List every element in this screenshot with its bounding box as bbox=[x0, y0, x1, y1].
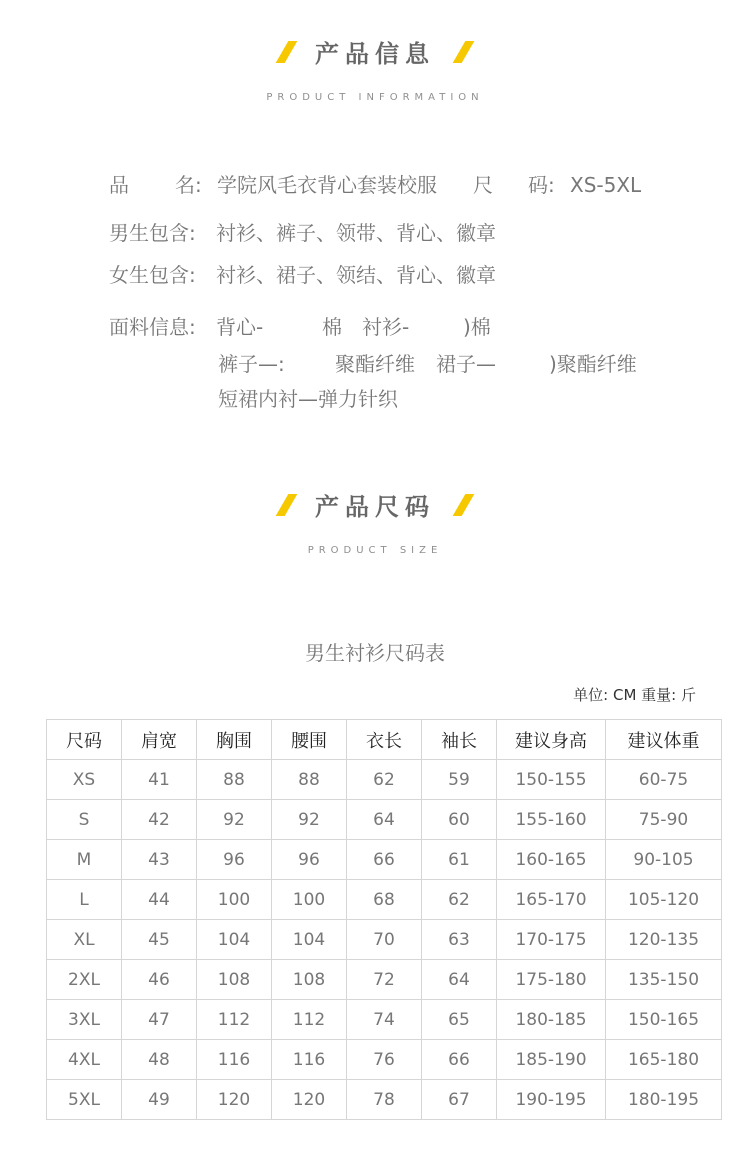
info-section-title bbox=[0, 34, 750, 69]
table-cell: 5XL bbox=[47, 1080, 122, 1120]
name-value: 学院风毛衣背心套装校服 bbox=[217, 173, 437, 197]
table-cell: 70 bbox=[347, 920, 422, 960]
header-sleeve: 袖长 bbox=[422, 720, 497, 760]
table-cell: 180-195 bbox=[606, 1080, 722, 1120]
fabric-vest-material: 棉 bbox=[322, 315, 342, 339]
boys-label: 男生包含: bbox=[109, 221, 196, 245]
table-cell: 60 bbox=[422, 800, 497, 840]
table-row bbox=[47, 920, 722, 960]
table-cell: 120 bbox=[272, 1080, 347, 1120]
table-row bbox=[47, 1080, 722, 1120]
table-cell: 100 bbox=[197, 880, 272, 920]
table-cell: 64 bbox=[347, 800, 422, 840]
table-cell: 65 bbox=[422, 1000, 497, 1040]
table-cell: 150-165 bbox=[606, 1000, 722, 1040]
table-cell: 72 bbox=[347, 960, 422, 1000]
header-weight: 建议体重 bbox=[606, 720, 722, 760]
table-cell: 92 bbox=[272, 800, 347, 840]
fabric-skirt-material: )聚酯纤维 bbox=[549, 352, 637, 376]
table-cell: 63 bbox=[422, 920, 497, 960]
table-cell: 3XL bbox=[47, 1000, 122, 1040]
table-cell: 96 bbox=[197, 840, 272, 880]
table-row bbox=[47, 1040, 722, 1080]
table-cell: 175-180 bbox=[497, 960, 606, 1000]
table-cell: 190-195 bbox=[497, 1080, 606, 1120]
table-cell: 160-165 bbox=[497, 840, 606, 880]
table-cell: 66 bbox=[422, 1040, 497, 1080]
table-cell: 165-180 bbox=[606, 1040, 722, 1080]
table-cell: M bbox=[47, 840, 122, 880]
fabric-pants: 裤子—: bbox=[218, 352, 285, 376]
table-cell: 62 bbox=[347, 760, 422, 800]
table-cell: 42 bbox=[122, 800, 197, 840]
header-chest: 胸围 bbox=[197, 720, 272, 760]
table-cell: 76 bbox=[347, 1040, 422, 1080]
table-cell: 59 bbox=[422, 760, 497, 800]
name-label-2: 名: bbox=[175, 173, 202, 197]
table-cell: S bbox=[47, 800, 122, 840]
table-cell: 61 bbox=[422, 840, 497, 880]
boys-value: 衬衫、裤子、领带、背心、徽章 bbox=[216, 221, 496, 245]
table-cell: 92 bbox=[197, 800, 272, 840]
fabric-lining: 短裙内衬—弹力针织 bbox=[218, 387, 398, 411]
table-cell: 88 bbox=[272, 760, 347, 800]
fabric-row-3 bbox=[218, 383, 398, 412]
fabric-shirt: 衬衫- bbox=[362, 315, 410, 339]
table-cell: 49 bbox=[122, 1080, 197, 1120]
fabric-pants-material: 聚酯纤维 bbox=[335, 352, 415, 376]
table-cell: 47 bbox=[122, 1000, 197, 1040]
table-cell: 116 bbox=[272, 1040, 347, 1080]
table-row bbox=[47, 960, 722, 1000]
header-height: 建议身高 bbox=[497, 720, 606, 760]
unit-note: 单位: CM 重量: 斤 bbox=[573, 686, 696, 704]
table-row bbox=[47, 840, 722, 880]
size-table-title: 男生衬衫尺码表 bbox=[305, 641, 445, 665]
boys-includes-row bbox=[109, 217, 496, 246]
girls-value: 衬衫、裙子、领结、背心、徽章 bbox=[216, 263, 496, 287]
table-cell: 44 bbox=[122, 880, 197, 920]
table-cell: XL bbox=[47, 920, 122, 960]
header-shoulder: 肩宽 bbox=[122, 720, 197, 760]
table-row bbox=[47, 800, 722, 840]
table-cell: 43 bbox=[122, 840, 197, 880]
table-cell: 66 bbox=[347, 840, 422, 880]
table-cell: 96 bbox=[272, 840, 347, 880]
header-length: 衣长 bbox=[347, 720, 422, 760]
table-cell: 120-135 bbox=[606, 920, 722, 960]
table-cell: 180-185 bbox=[497, 1000, 606, 1040]
size-section-subtitle: PRODUCT SIZE bbox=[307, 545, 443, 556]
yellow-slash-icon bbox=[453, 41, 475, 63]
table-cell: 45 bbox=[122, 920, 197, 960]
fabric-row-2 bbox=[218, 348, 637, 377]
size-section-title bbox=[0, 487, 750, 522]
fabric-vest: 背心- bbox=[216, 315, 264, 339]
table-cell: 108 bbox=[272, 960, 347, 1000]
table-cell: 155-160 bbox=[497, 800, 606, 840]
table-cell: 62 bbox=[422, 880, 497, 920]
fabric-shirt-material: )棉 bbox=[463, 315, 491, 339]
girls-label: 女生包含: bbox=[109, 263, 196, 287]
fabric-label: 面料信息: bbox=[109, 315, 196, 339]
table-cell: 120 bbox=[197, 1080, 272, 1120]
header-waist: 腰围 bbox=[272, 720, 347, 760]
table-cell: 2XL bbox=[47, 960, 122, 1000]
info-section-title-text: 产品信息 bbox=[315, 40, 435, 68]
table-cell: 67 bbox=[422, 1080, 497, 1120]
table-cell: 48 bbox=[122, 1040, 197, 1080]
table-cell: 116 bbox=[197, 1040, 272, 1080]
fabric-row-1 bbox=[109, 311, 491, 340]
table-cell: 105-120 bbox=[606, 880, 722, 920]
table-cell: 46 bbox=[122, 960, 197, 1000]
size-table bbox=[46, 719, 722, 1120]
table-cell: 104 bbox=[197, 920, 272, 960]
header-size: 尺码 bbox=[47, 720, 122, 760]
table-cell: 170-175 bbox=[497, 920, 606, 960]
yellow-slash-icon bbox=[453, 494, 475, 516]
table-header-row bbox=[47, 720, 722, 760]
table-row bbox=[47, 1000, 722, 1040]
table-cell: 68 bbox=[347, 880, 422, 920]
fabric-skirt: 裙子— bbox=[436, 352, 496, 376]
size-table-body bbox=[47, 760, 722, 1120]
table-cell: 135-150 bbox=[606, 960, 722, 1000]
table-row bbox=[47, 760, 722, 800]
table-cell: 64 bbox=[422, 960, 497, 1000]
table-cell: 165-170 bbox=[497, 880, 606, 920]
yellow-slash-icon bbox=[276, 41, 298, 63]
table-cell: XS bbox=[47, 760, 122, 800]
table-cell: 100 bbox=[272, 880, 347, 920]
size-label-2: 码: bbox=[528, 173, 555, 197]
product-name-row bbox=[109, 169, 641, 198]
table-cell: 78 bbox=[347, 1080, 422, 1120]
table-row bbox=[47, 880, 722, 920]
table-cell: 112 bbox=[197, 1000, 272, 1040]
info-section-subtitle: PRODUCT INFORMATION bbox=[266, 92, 484, 103]
table-cell: 90-105 bbox=[606, 840, 722, 880]
table-cell: 150-155 bbox=[497, 760, 606, 800]
table-cell: 4XL bbox=[47, 1040, 122, 1080]
table-cell: 104 bbox=[272, 920, 347, 960]
table-cell: 88 bbox=[197, 760, 272, 800]
table-cell: 108 bbox=[197, 960, 272, 1000]
girls-includes-row bbox=[109, 259, 496, 288]
size-label: 尺 bbox=[473, 173, 493, 197]
size-section-title-text: 产品尺码 bbox=[315, 493, 435, 521]
table-cell: 185-190 bbox=[497, 1040, 606, 1080]
table-cell: L bbox=[47, 880, 122, 920]
name-label: 品 bbox=[109, 173, 129, 197]
table-cell: 75-90 bbox=[606, 800, 722, 840]
table-cell: 74 bbox=[347, 1000, 422, 1040]
table-cell: 41 bbox=[122, 760, 197, 800]
size-value: XS-5XL bbox=[570, 173, 642, 197]
table-cell: 60-75 bbox=[606, 760, 722, 800]
table-cell: 112 bbox=[272, 1000, 347, 1040]
yellow-slash-icon bbox=[276, 494, 298, 516]
